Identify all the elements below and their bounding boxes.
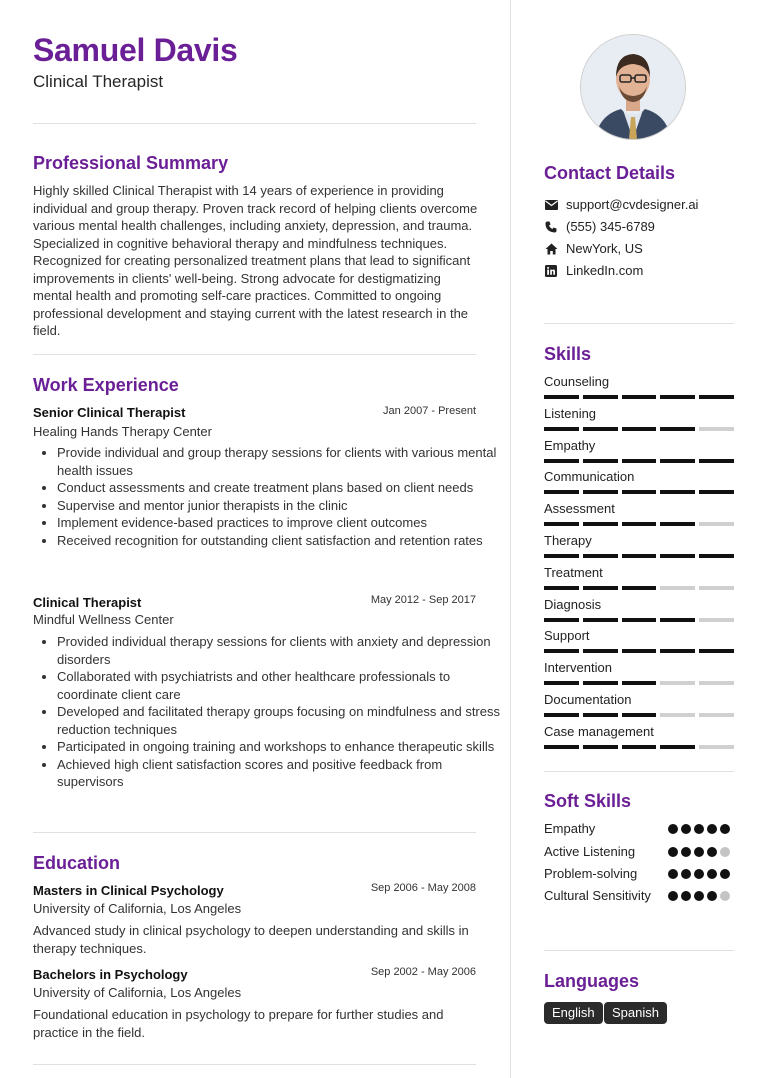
skill-name: Therapy — [544, 533, 592, 548]
skill-level-segment — [699, 490, 734, 494]
skill-level-segment — [699, 618, 734, 622]
degree-dates: Sep 2006 - May 2008 — [370, 882, 476, 894]
list-item: • Provided individual therapy sessions for clients with anxiety and depression disorders — [57, 633, 502, 668]
rating-dot — [707, 847, 717, 857]
job-dates: Jan 2007 - Present — [383, 405, 476, 417]
list-item: • Achieved high client satisfaction scores and positive feedback from supervisors — [57, 756, 502, 791]
skill-level-segment — [660, 681, 695, 685]
soft-skill-name: Empathy — [544, 821, 596, 836]
divider — [544, 950, 734, 951]
skill-level-segment — [622, 586, 657, 590]
location-text: NewYork, US — [566, 241, 643, 256]
degree-dates: Sep 2002 - May 2006 — [370, 966, 476, 978]
rating-dot — [694, 824, 704, 834]
skill-level-segment — [622, 554, 657, 558]
job-organization: Healing Hands Therapy Center — [33, 424, 212, 439]
skill-level-segment — [544, 745, 579, 749]
degree-title: Bachelors in Psychology — [33, 967, 188, 982]
soft-skill-rating — [668, 824, 730, 834]
skill-name: Intervention — [544, 660, 612, 675]
contact-phone[interactable] — [544, 219, 655, 234]
skill-name: Diagnosis — [544, 597, 602, 612]
skill-level-segment — [660, 618, 695, 622]
skill-level-segment — [622, 649, 657, 653]
rating-dot — [694, 891, 704, 901]
soft-skill-rating — [668, 891, 730, 901]
skill-level-segment — [660, 459, 695, 463]
skill-level-segment — [544, 395, 579, 399]
rating-dot — [707, 869, 717, 879]
skill-name: Case management — [544, 724, 654, 739]
skill-level-bar — [544, 427, 734, 431]
list-item: • Participated in ongoing training and workshops to enhance therapeutic skills — [57, 738, 502, 756]
list-item: • Collaborated with psychiatrists and other healthcare professionals to coordinate client care — [57, 668, 502, 703]
rating-dot — [694, 869, 704, 879]
skill-level-segment — [583, 586, 618, 590]
rating-dot — [681, 891, 691, 901]
list-item: • Received recognition for outstanding client satisfaction and retention rates — [57, 532, 502, 550]
skill-name: Documentation — [544, 692, 632, 707]
avatar — [580, 34, 686, 140]
contact-heading: Contact Details — [544, 163, 676, 183]
language-tag: English — [544, 1002, 603, 1024]
skill-level-segment — [622, 681, 657, 685]
job-bullets — [33, 633, 502, 791]
rating-dot — [707, 891, 717, 901]
skill-level-segment — [660, 649, 695, 653]
skill-level-bar — [544, 522, 734, 526]
skill-level-segment — [699, 745, 734, 749]
language-tag: Spanish — [604, 1002, 667, 1024]
sidebar — [511, 0, 768, 1078]
skill-level-bar — [544, 649, 734, 653]
list-item: • Conduct assessments and create treatment plans based on client needs — [57, 479, 502, 497]
skill-level-segment — [544, 459, 579, 463]
skill-level-bar — [544, 395, 734, 399]
skill-level-segment — [583, 618, 618, 622]
divider — [33, 354, 476, 355]
skill-level-segment — [699, 713, 734, 717]
rating-dot — [668, 824, 678, 834]
rating-dot — [681, 847, 691, 857]
skill-level-segment — [699, 681, 734, 685]
skill-name: Counseling — [544, 374, 610, 389]
linkedin-text: LinkedIn.com — [566, 263, 644, 278]
rating-dot — [720, 847, 730, 857]
skill-level-segment — [622, 459, 657, 463]
skill-level-segment — [544, 586, 579, 590]
skill-level-segment — [660, 745, 695, 749]
skill-level-segment — [660, 522, 695, 526]
skill-level-segment — [583, 554, 618, 558]
rating-dot — [681, 824, 691, 834]
email-text: support@cvdesigner.ai — [566, 197, 699, 212]
soft-skill-name: Problem-solving — [544, 866, 638, 881]
skill-level-segment — [583, 395, 618, 399]
phone-icon — [544, 220, 558, 234]
education-heading: Education — [33, 853, 121, 873]
skill-name: Assessment — [544, 501, 615, 516]
phone-text: (555) 345-6789 — [566, 219, 655, 234]
skill-level-segment — [544, 554, 579, 558]
rating-dot — [668, 891, 678, 901]
divider — [33, 832, 476, 833]
skill-level-bar — [544, 618, 734, 622]
job-title: Clinical Therapist — [33, 595, 142, 610]
skill-level-segment — [583, 681, 618, 685]
skill-level-segment — [622, 427, 657, 431]
skill-level-segment — [583, 649, 618, 653]
skill-level-segment — [699, 554, 734, 558]
skill-level-bar — [544, 554, 734, 558]
skill-level-segment — [660, 395, 695, 399]
soft-skill-rating — [668, 869, 730, 879]
skill-level-segment — [622, 745, 657, 749]
job-bullets — [33, 444, 502, 549]
skill-name: Communication — [544, 469, 635, 484]
skill-level-bar — [544, 681, 734, 685]
contact-location — [544, 241, 643, 256]
skill-level-segment — [622, 522, 657, 526]
soft-skills-heading: Soft Skills — [544, 791, 632, 811]
skill-level-segment — [544, 490, 579, 494]
divider — [544, 771, 734, 772]
skill-level-segment — [660, 713, 695, 717]
summary-text: Highly skilled Clinical Therapist with 14 years of experience in providing individual and group therapy. Proven track record of helping clients overcome various mental health challenges, including anxiety, depression, and trauma. Specialized in cognitive behavioral therapy and mindfulness techniques. Recognized for creating personalized treatment plans that lead to significant improvements in clients' well-being. Strong advocate for destigmatizing mental health and promoting self-care practices. Committed to ongoing professional development and staying current with the latest research in the field. — [33, 183, 478, 338]
rating-dot — [720, 869, 730, 879]
skill-level-segment — [544, 427, 579, 431]
skill-name: Support — [544, 628, 590, 643]
school-name: University of California, Los Angeles — [33, 901, 242, 916]
skill-level-segment — [544, 618, 579, 622]
rating-dot — [720, 891, 730, 901]
skill-level-segment — [660, 554, 695, 558]
degree-description: Advanced study in clinical psychology to deepen understanding and skills in therapy techniques. — [33, 923, 469, 956]
skill-level-segment — [699, 522, 734, 526]
rating-dot — [707, 824, 717, 834]
skill-level-segment — [699, 649, 734, 653]
rating-dot — [668, 869, 678, 879]
job-title: Senior Clinical Therapist — [33, 405, 186, 420]
skill-level-bar — [544, 490, 734, 494]
skill-name: Treatment — [544, 565, 603, 580]
job-dates: May 2012 - Sep 2017 — [370, 594, 476, 606]
job-organization: Mindful Wellness Center — [33, 612, 174, 627]
degree-title: Masters in Clinical Psychology — [33, 883, 224, 898]
skill-level-segment — [544, 522, 579, 526]
soft-skill-name: Active Listening — [544, 844, 636, 859]
degree-description: Foundational education in psychology to prepare for further studies and practice in the field. — [33, 1007, 444, 1040]
soft-skill-rating — [668, 847, 730, 857]
school-name: University of California, Los Angeles — [33, 985, 242, 1000]
summary-heading: Professional Summary — [33, 153, 229, 173]
rating-dot — [668, 847, 678, 857]
skill-level-segment — [622, 618, 657, 622]
skills-heading: Skills — [544, 344, 592, 364]
list-item: • Implement evidence-based practices to improve client outcomes — [57, 514, 502, 532]
skill-level-segment — [583, 745, 618, 749]
divider — [544, 323, 734, 324]
skill-level-segment — [544, 649, 579, 653]
skill-level-segment — [699, 427, 734, 431]
candidate-name: Samuel Davis — [33, 32, 238, 68]
divider — [33, 123, 476, 124]
skill-level-segment — [544, 713, 579, 717]
list-item: • Supervise and mentor junior therapists in the clinic — [57, 497, 502, 515]
skill-level-segment — [583, 490, 618, 494]
skill-level-segment — [660, 427, 695, 431]
contact-email[interactable] — [544, 197, 698, 212]
divider — [33, 1064, 476, 1065]
experience-heading: Work Experience — [33, 375, 179, 395]
rating-dot — [681, 869, 691, 879]
skill-level-bar — [544, 745, 734, 749]
skill-level-segment — [660, 490, 695, 494]
home-icon — [544, 242, 558, 256]
envelope-icon — [544, 198, 558, 212]
skill-level-segment — [583, 713, 618, 717]
skill-level-segment — [699, 586, 734, 590]
languages-heading: Languages — [544, 971, 640, 991]
skill-level-segment — [622, 713, 657, 717]
skill-level-bar — [544, 459, 734, 463]
skill-level-segment — [544, 681, 579, 685]
candidate-title: Clinical Therapist — [33, 72, 164, 91]
skill-name: Empathy — [544, 438, 596, 453]
soft-skill-name: Cultural Sensitivity — [544, 888, 651, 903]
skill-level-segment — [583, 522, 618, 526]
skill-level-bar — [544, 586, 734, 590]
skill-level-segment — [583, 427, 618, 431]
skill-name: Listening — [544, 406, 597, 421]
rating-dot — [720, 824, 730, 834]
skill-level-segment — [699, 459, 734, 463]
rating-dot — [694, 847, 704, 857]
skill-level-segment — [660, 586, 695, 590]
skill-level-segment — [699, 395, 734, 399]
list-item: • Developed and facilitated therapy groups focusing on mindfulness and stress reduction techniques — [57, 703, 502, 738]
skill-level-segment — [622, 490, 657, 494]
skill-level-bar — [544, 713, 734, 717]
contact-linkedin[interactable] — [544, 263, 643, 278]
skill-level-segment — [583, 459, 618, 463]
linkedin-icon — [544, 264, 558, 278]
list-item: • Provide individual and group therapy sessions for clients with various mental health issues — [57, 444, 502, 479]
skill-level-segment — [622, 395, 657, 399]
